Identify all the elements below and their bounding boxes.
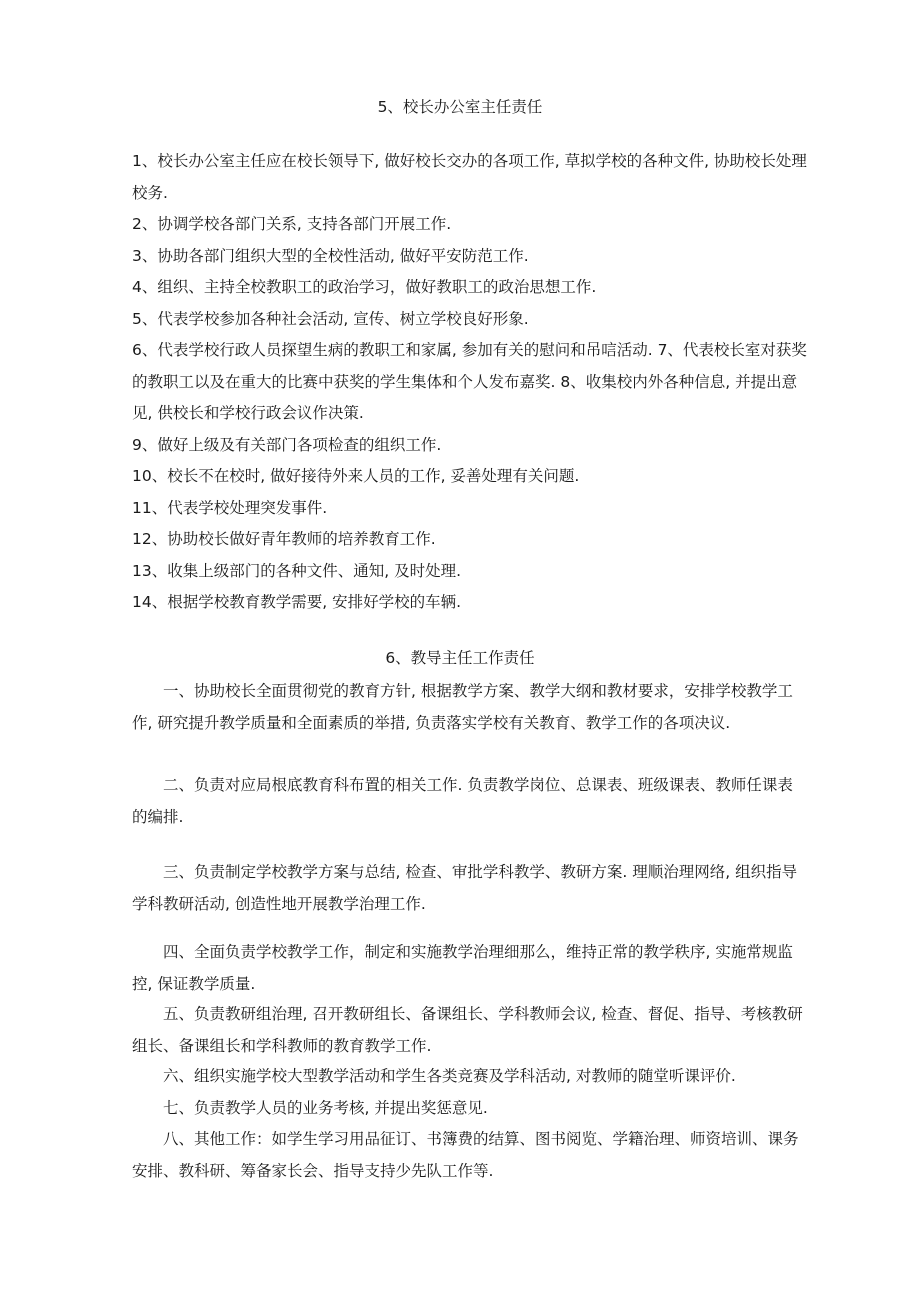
paragraph: 四、全面负责学校教学工作，制定和实施教学治理细那么，维持正常的教学秩序, 实施常规监控, 保证教学质量.	[132, 943, 793, 993]
list-item: 11、代表学校处理突发事件.	[132, 498, 328, 517]
paragraph: 一、协助校长全面贯彻党的教育方针, 根据教学方案、教学大纲和教材要求，安排学校教学工作, 研究提升教学质量和全面素质的举措, 负责落实学校有关教育、教学工作的各项决议.	[132, 682, 793, 732]
list-item: 2、协调学校各部门关系, 支持各部门开展工作.	[132, 215, 452, 233]
section-title-office-director: 5、校长办公室主任责任	[377, 98, 543, 116]
list-item: 9、做好上级及有关部门各项检查的组织工作.	[132, 435, 442, 454]
paragraph: 三、负责制定学校教学方案与总结, 检查、审批学科教学、教研方案. 理顺治理网络, 组织指导学科教研活动, 创造性地开展教学治理工作.	[132, 863, 798, 913]
list-item: 4、组织、主持全校教职工的政治学习，做好教职工的政治思想工作.	[132, 278, 597, 296]
office-director-duties-list	[132, 146, 812, 619]
paragraph: 五、负责教研组治理, 召开教研组长、备课组长、学科教师会议, 检查、督促、指导、考核教研组长、备课组长和学科教师的教育教学工作.	[132, 1005, 803, 1055]
list-item: 5、代表学校参加各种社会活动, 宣传、树立学校良好形象.	[132, 309, 529, 328]
list-item: 13、收集上级部门的各种文件、通知, 及时处理.	[132, 561, 462, 580]
list-item: 3、协助各部门组织大型的全校性活动, 做好平安防范工作.	[132, 246, 529, 265]
paragraph: 二、负责对应局根底教育科布置的相关工作. 负责教学岗位、总课表、班级课表、教师任课表的编排.	[132, 776, 793, 826]
paragraph: 六、组织实施学校大型教学活动和学生各类竞赛及学科活动, 对教师的随堂听课评价.	[163, 1067, 736, 1085]
list-item: 12、协助校长做好青年教师的培养教育工作.	[132, 530, 436, 548]
list-item: 10、校长不在校时, 做好接待外来人员的工作, 妥善处理有关问题.	[132, 467, 580, 485]
paragraph: 八、其他工作：如学生学习用品征订、书簿费的结算、图书阅览、学籍治理、师资培训、课务安排、教科研、筹备家长会、指导支持少先队工作等.	[132, 1130, 799, 1180]
list-item: 1、校长办公室主任应在校长领导下, 做好校长交办的各项工作, 草拟学校的各种文件, 协助校长处理校务.	[132, 152, 807, 202]
section-title-academic-director: 6、教导主任工作责任	[385, 649, 535, 667]
list-item: 14、根据学校教育教学需要, 安排好学校的车辆.	[132, 593, 462, 611]
list-item: 6、代表学校行政人员探望生病的教职工和家属, 参加有关的慰问和吊唁活动. 7、代表校长室对获奖的教职工以及在重大的比赛中获奖的学生集体和个人发布嘉奖. 8、收集校内外各种信息, 并提出意见, 供校长和学校行政会议作决策.	[132, 341, 807, 422]
paragraph: 七、负责教学人员的业务考核, 并提出奖惩意见.	[163, 1099, 488, 1117]
